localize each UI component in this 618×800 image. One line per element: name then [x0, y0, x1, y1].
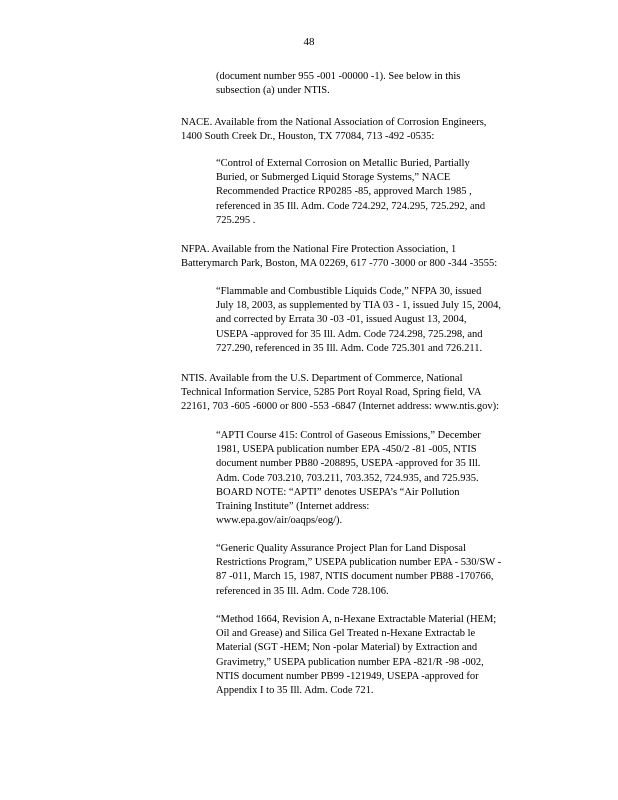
- text-line: “Flammable and Combustible Liquids Code,” NFPA 30, issued: [216, 286, 482, 297]
- text-line: and corrected by Errata 30 -03 -01, issued August 13, 2004,: [216, 314, 467, 326]
- text-line: referenced in 35 Ill. Adm. Code 728.106.: [216, 585, 389, 597]
- text-line: NTIS document number PB99 -121949, USEPA -approved for: [216, 670, 479, 682]
- text-line: (document number 955 -001 -00000 -1). See below in this: [216, 71, 461, 82]
- paragraph-nace-source: [181, 116, 533, 144]
- text-line: Training Institute” (Internet address:: [216, 501, 370, 513]
- text-line: Technical Information Service, 5285 Port Royal Road, Spring field, VA: [181, 387, 482, 399]
- text-line: Oil and Grease) and Silica Gel Treated n-Hexane Extractab le: [216, 628, 476, 640]
- text-line: subsection (a) under NTIS.: [216, 85, 330, 97]
- paragraph-ntis-reference-continuation: [216, 70, 536, 98]
- text-line: Batterymarch Park, Boston, MA 02269, 617 -770 -3000 or 800 -344 -3555:: [181, 258, 498, 270]
- citation-method-1664: [216, 613, 536, 698]
- page-number: 48: [303, 36, 315, 48]
- text-line: “Generic Quality Assurance Project Plan for Land Disposal: [216, 543, 466, 554]
- text-line: www.epa.gov/air/oaqps/eog/).: [216, 515, 343, 527]
- text-line: 1400 South Creek Dr., Houston, TX 77084, 713 -492 -0535:: [181, 131, 435, 143]
- citation-generic-quality-assurance: [216, 542, 536, 599]
- paragraph-ntis-source: [181, 372, 533, 415]
- text-line: Recommended Practice RP0285 -85, approved March 1985 ,: [216, 186, 472, 198]
- text-line: 22161, 703 -605 -6000 or 800 -553 -6847 (Internet address: www.ntis.gov):: [181, 401, 500, 413]
- text-line: “APTI Course 415: Control of Gaseous Emissions,” December: [216, 430, 481, 441]
- text-line: Restrictions Program,” USEPA publication number EPA - 530/SW -: [216, 557, 502, 569]
- text-line: Buried, or Submerged Liquid Storage Systems,” NACE: [216, 172, 451, 184]
- citation-apti-course-415: [216, 429, 536, 528]
- text-line: Adm. Code 703.210, 703.211, 703.352, 724.935, and 725.935.: [216, 472, 479, 484]
- text-line: Gravimetry,” USEPA publication number EPA -821/R -98 -002,: [216, 656, 484, 668]
- text-line: 725.295 .: [216, 214, 256, 226]
- text-line: “Method 1664, Revision A, n-Hexane Extractable Material (HEM;: [216, 614, 497, 625]
- text-line: referenced in 35 Ill. Adm. Code 724.292, 724.295, 725.292, and: [216, 200, 486, 212]
- text-line: Appendix I to 35 Ill. Adm. Code 721.: [216, 685, 374, 697]
- text-line: 1981, USEPA publication number EPA -450/2 -81 -005, NTIS: [216, 444, 477, 456]
- text-line: Material (SGT -HEM; Non -polar Material) by Extraction and: [216, 642, 478, 654]
- citation-nace-rp0285: [216, 157, 536, 228]
- text-line: NACE. Available from the National Association of Corrosion Engineers,: [181, 117, 487, 128]
- text-line: NFPA. Available from the National Fire Protection Association, 1: [181, 244, 457, 255]
- text-line: “Control of External Corrosion on Metallic Buried, Partially: [216, 158, 470, 169]
- citation-nfpa-30: [216, 285, 536, 356]
- text-line: 727.290, referenced in 35 Ill. Adm. Code 725.301 and 726.211.: [216, 342, 483, 354]
- paragraph-nfpa-source: [181, 243, 533, 271]
- text-line: BOARD NOTE: “APTI” denotes USEPA’s “Air Pollution: [216, 486, 460, 498]
- text-line: July 18, 2003, as supplemented by TIA 03 - 1, issued July 15, 2004,: [216, 300, 502, 312]
- text-line: NTIS. Available from the U.S. Department of Commerce, National: [181, 373, 463, 384]
- text-line: 87 -011, March 15, 1987, NTIS document number PB88 -170766,: [216, 571, 494, 583]
- text-line: USEPA -approved for 35 Ill. Adm. Code 724.298, 725.298, and: [216, 328, 483, 340]
- text-line: document number PB80 -208895, USEPA -approved for 35 Ill.: [216, 458, 481, 470]
